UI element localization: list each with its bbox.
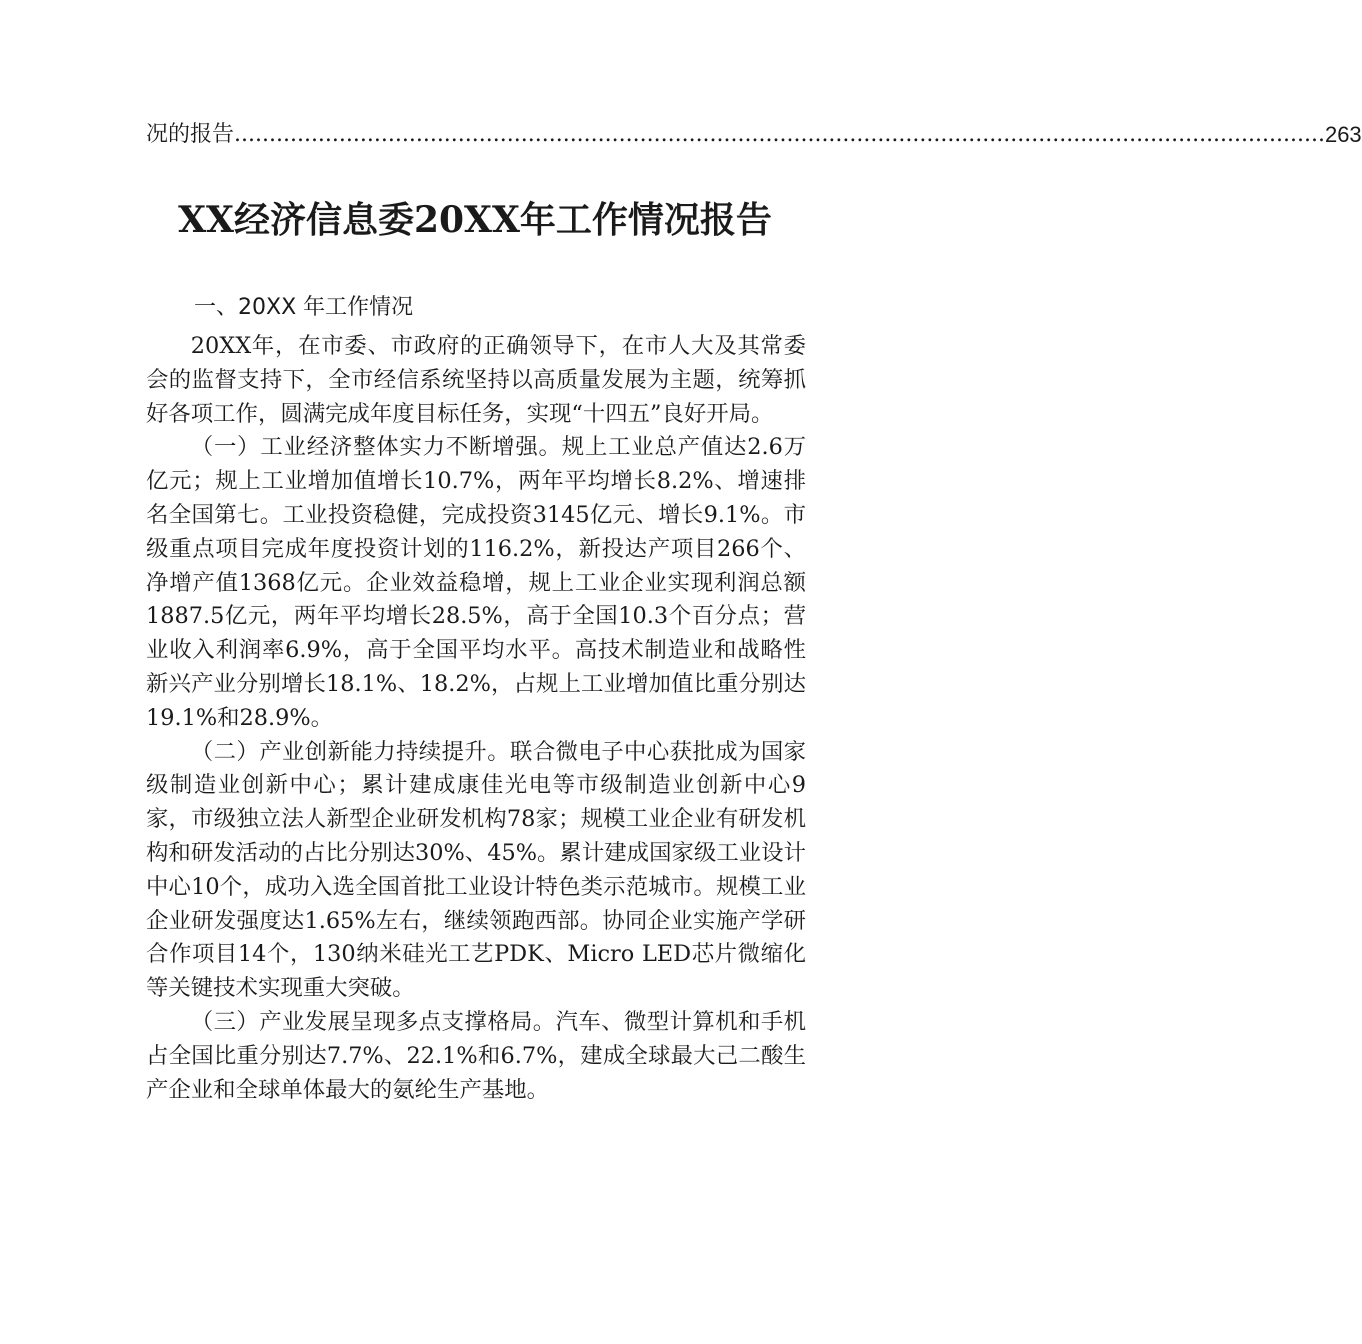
toc-entry-text: 况的报告 bbox=[146, 122, 235, 147]
paragraph-item-1 bbox=[146, 431, 806, 735]
intro-paragraph: 20XX年，在市委、市政府的正确领导下，在市人大及其常委会的监督支持下，全市经信系统坚持以高质量发展为主题，统筹抓好各项工作，圆满完成年度目标任务，实现“十四五”良好开局。 bbox=[146, 333, 806, 427]
toc-leader-dots: ............................................................................................................................................................ bbox=[234, 122, 1325, 147]
paragraph-lead: （二）产业创新能力持续提升。 bbox=[190, 738, 511, 765]
section-heading: 一、20XX 年工作情况 bbox=[194, 295, 414, 320]
section-body bbox=[146, 330, 806, 1107]
paragraph-item-2 bbox=[146, 736, 806, 1006]
paragraph-lead: （一）工业经济整体实力不断增强。 bbox=[190, 434, 562, 461]
paragraph-text: 汽车、微型计算机和手机占全国比重分别达7.7%、22.1%和6.7%，建成全球最大己二酸生产企业和全球单体最大的氨纶生产基地。 bbox=[146, 1008, 807, 1103]
paragraph-item-3 bbox=[146, 1006, 806, 1107]
paragraph-text: 联合微电子中心获批成为国家级制造业创新中心；累计建成康佳光电等市级制造业创新中心9家，市级独立法人新型企业研发机构78家；规模工业企业有研发机构和研发活动的占比分别达30%、45%。累计建成国家级工业设计中心10个，成功入选全国首批工业设计特色类示范城市。规模工业企业研发强度达1.65%左右，继续领跑西部。协同企业实施产学研合作项目14个，130纳米硅光工艺PDK、Micro LED芯片微缩化等关键技术实现重大突破。 bbox=[146, 738, 807, 1002]
toc-entry[interactable] bbox=[146, 118, 1362, 152]
paragraph-text: 规上工业总产值达2.6万亿元；规上工业增加值增长10.7%，两年平均增长8.2%、增速排名全国第七。工业投资稳健，完成投资3145亿元、增长9.1%。市级重点项目完成年度投资计划的116.2%，新投达产项目266个、净增产值1368亿元。企业效益稳增，规上工业企业实现利润总额1887.5亿元，两年平均增长28.5%，高于全国10.3个百分点；营业收入利润率6.9%，高于全国平均水平。高技术制造业和战略性新兴产业分别增长18.1%、18.2%，占规上工业增加值比重分别达19.1%和28.9%。 bbox=[146, 434, 807, 731]
toc-page-number: 263 bbox=[1324, 122, 1362, 147]
paragraph-lead: （三）产业发展呈现多点支撑格局。 bbox=[190, 1008, 556, 1035]
document-title: XX经济信息委20XX年工作情况报告 bbox=[178, 199, 772, 241]
